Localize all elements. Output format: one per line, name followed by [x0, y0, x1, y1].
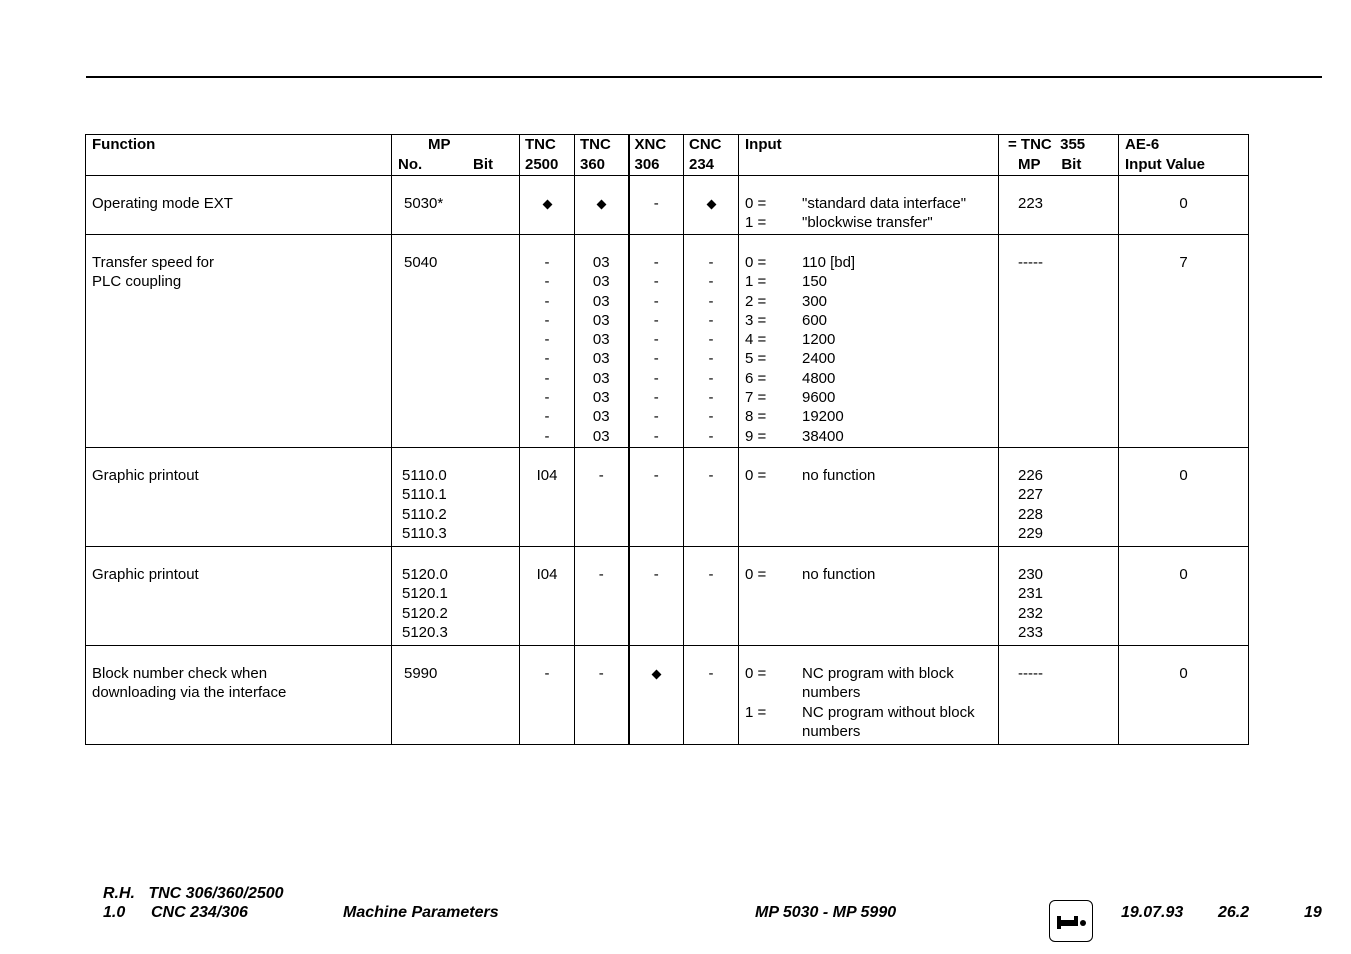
- tnc360-cell-value: -: [598, 467, 604, 484]
- tnc355-cell: [999, 448, 1119, 547]
- cnc234-cell: [684, 235, 739, 448]
- cnc234-cell-value: -: [708, 665, 714, 682]
- input-option-key: 0 =: [745, 566, 767, 583]
- tnc2500-cell-value: -: [544, 350, 550, 368]
- input-option-value: 9600: [802, 389, 836, 407]
- input-option: [745, 330, 992, 349]
- cnc234-cell-value: -: [708, 254, 714, 271]
- tnc2500-cell-value: -: [544, 311, 550, 329]
- xnc306-cell: [629, 176, 684, 235]
- input-option-value: NC program with block numbers: [802, 665, 954, 702]
- cnc234-cell-value: -: [708, 566, 714, 583]
- ae6-input-value: 0: [1179, 467, 1188, 484]
- ae6-input-value-cell: [1119, 176, 1249, 235]
- ae6-input-value: 0: [1179, 195, 1188, 212]
- tnc355-cell-value: 232: [1018, 604, 1044, 622]
- tnc355-cell-value: 233: [1018, 623, 1044, 641]
- cnc234-cell: [684, 547, 739, 646]
- input-option: [745, 272, 992, 291]
- function-cell: [86, 646, 392, 745]
- footer-version: 1.0: [103, 904, 126, 921]
- cnc234-cell-value: -: [708, 467, 714, 484]
- tnc360-cell-value: -: [598, 566, 604, 583]
- input-cell: [739, 547, 999, 646]
- xnc306-cell-value: -: [653, 331, 659, 349]
- footer-author: R.H.: [103, 885, 135, 902]
- header-tnc2500: TNC 2500: [520, 135, 575, 176]
- mp-number-cell-value: 5040: [404, 254, 438, 271]
- tnc2500-cell: [520, 235, 575, 448]
- tnc360-cell: [575, 646, 629, 745]
- input-option: [745, 466, 992, 485]
- input-option: [745, 194, 992, 213]
- xnc306-cell-value: -: [653, 389, 659, 407]
- ae6-input-value-cell: [1119, 235, 1249, 448]
- input-option-key: 5 =: [745, 350, 767, 368]
- diamond-icon: [706, 200, 716, 210]
- cnc234-cell-value: -: [708, 389, 714, 407]
- cnc234-cell-value: -: [708, 350, 714, 368]
- xnc306-cell-value: -: [653, 350, 659, 368]
- tnc360-cell-value: 03: [592, 369, 610, 387]
- tnc360-cell-value: 03: [592, 408, 610, 426]
- input-option-key: 1 =: [745, 214, 767, 232]
- tnc2500-cell-value: -: [544, 665, 550, 682]
- xnc306-cell: [629, 235, 684, 448]
- tnc2500-cell: [520, 448, 575, 547]
- tnc355-cell-value: 226: [1018, 467, 1044, 484]
- input-option-value: no function: [802, 467, 876, 484]
- tnc2500-cell-value: -: [544, 427, 550, 445]
- xnc306-cell-value: -: [653, 369, 659, 387]
- mp-number-cell: [392, 176, 520, 235]
- tnc2500-cell-value: -: [544, 369, 550, 387]
- function-cell: [86, 448, 392, 547]
- input-option-key: 9 =: [745, 427, 767, 445]
- tnc360-cell-value: 03: [592, 273, 610, 291]
- input-option-value: "blockwise transfer": [802, 214, 933, 232]
- function-cell-value: Transfer speed for: [92, 254, 214, 271]
- input-option-value: "standard data interface": [802, 195, 967, 212]
- mp-number-cell: [392, 235, 520, 448]
- input-option-key: 1 =: [745, 273, 767, 291]
- input-option-key: 0 =: [745, 254, 767, 271]
- xnc306-cell-value: -: [653, 273, 659, 291]
- xnc306-cell: [629, 448, 684, 547]
- function-cell-value: PLC coupling: [92, 273, 182, 291]
- input-option-value: 300: [802, 292, 828, 310]
- input-option-key: 1 =: [745, 703, 767, 721]
- input-option-key: 3 =: [745, 311, 767, 329]
- function-cell-value: Operating mode EXT: [92, 195, 233, 212]
- tnc355-cell: [999, 176, 1119, 235]
- tnc360-cell-value: 03: [592, 427, 610, 445]
- footer-revision: 26.2: [1218, 904, 1250, 921]
- input-option: [745, 388, 992, 407]
- diamond-marker-icon: [526, 194, 568, 213]
- tnc360-cell-value: 03: [592, 311, 610, 329]
- input-option: [745, 253, 992, 272]
- input-option: [745, 664, 992, 703]
- mp-number-cell-value: 5990: [404, 665, 438, 682]
- table-header-row: [86, 135, 1249, 176]
- tnc360-cell-value: -: [598, 665, 604, 682]
- input-option: [745, 427, 992, 446]
- xnc306-cell-value: -: [653, 566, 659, 583]
- footer-author-line: [103, 884, 284, 903]
- mp-number-cell-value: 5120.0: [402, 566, 448, 583]
- footer-section: Machine Parameters: [343, 904, 499, 921]
- tnc355-cell: [999, 235, 1119, 448]
- header-function: Function: [86, 135, 392, 176]
- input-option-key: 7 =: [745, 389, 767, 407]
- mp-number-cell-value: 5120.3: [402, 623, 448, 641]
- input-cell: [739, 235, 999, 448]
- mp-number-cell: [392, 646, 520, 745]
- mp-number-cell-value: 5110.3: [402, 524, 447, 542]
- ae6-input-value: 0: [1179, 665, 1188, 682]
- mp-number-cell-value: 5030*: [404, 195, 444, 212]
- input-option-value: 38400: [802, 427, 844, 445]
- xnc306-cell-value: -: [653, 311, 659, 329]
- input-option: [745, 349, 992, 368]
- mp-number-cell-value: 5120.2: [402, 604, 448, 622]
- tnc355-cell-value: -----: [1018, 665, 1043, 682]
- diamond-icon: [651, 670, 661, 680]
- tnc355-cell-value: 229: [1018, 524, 1044, 542]
- header-input: Input: [739, 135, 999, 176]
- header-ae6: AE-6 Input Value: [1119, 135, 1249, 176]
- cnc234-cell: [684, 176, 739, 235]
- header-tnc360: TNC 360: [575, 135, 629, 176]
- diamond-marker-icon: [636, 664, 678, 683]
- ae6-input-value-cell: [1119, 547, 1249, 646]
- cnc234-cell-value: -: [708, 427, 714, 445]
- cnc234-cell-value: -: [708, 369, 714, 387]
- tnc2500-cell: [520, 547, 575, 646]
- machine-parameter-table: [85, 134, 1249, 745]
- mp-number-cell-value: 5110.2: [402, 505, 447, 523]
- cnc234-cell-value: -: [708, 292, 714, 310]
- input-option-key: 4 =: [745, 331, 767, 349]
- footer-date: 19.07.93: [1121, 904, 1184, 921]
- tnc2500-cell-value: I04: [536, 566, 558, 583]
- input-option-key: 6 =: [745, 369, 767, 387]
- table-row: [86, 448, 1249, 547]
- function-cell: [86, 547, 392, 646]
- tnc360-cell: [575, 235, 629, 448]
- function-cell-value: Graphic printout: [92, 566, 199, 583]
- table-row: [86, 176, 1249, 235]
- cnc234-cell: [684, 448, 739, 547]
- ae6-input-value-cell: [1119, 448, 1249, 547]
- input-option: [745, 369, 992, 388]
- footer-range: MP 5030 - MP 5990: [755, 904, 897, 921]
- tnc2500-cell-value: -: [544, 254, 550, 271]
- top-rule: [86, 76, 1322, 78]
- ae6-input-value: 0: [1179, 566, 1188, 583]
- input-option-key: 0 =: [745, 665, 767, 682]
- mp-number-cell-value: 5110.0: [402, 467, 447, 484]
- table-row: [86, 235, 1249, 448]
- function-cell-value: Block number check when: [92, 665, 268, 682]
- tnc2500-cell-value: I04: [536, 467, 558, 484]
- input-option: [745, 407, 992, 426]
- input-cell: [739, 176, 999, 235]
- tnc360-cell: [575, 448, 629, 547]
- function-cell: [86, 235, 392, 448]
- tnc355-cell-value: -----: [1018, 254, 1043, 271]
- cnc234-cell-value: -: [708, 331, 714, 349]
- diamond-icon: [542, 200, 552, 210]
- mp-number-cell-value: 5110.1: [402, 486, 447, 504]
- tnc2500-cell-value: -: [544, 389, 550, 407]
- tnc360-cell: [575, 176, 629, 235]
- input-option: [745, 311, 992, 330]
- cnc234-cell-value: -: [708, 408, 714, 426]
- tnc355-cell-value: 223: [1018, 195, 1044, 212]
- xnc306-cell-value: -: [653, 427, 659, 445]
- xnc306-cell-value: -: [653, 254, 659, 271]
- input-cell: [739, 646, 999, 745]
- input-option-key: 0 =: [745, 467, 767, 484]
- tnc360-cell: [575, 547, 629, 646]
- input-cell: [739, 448, 999, 547]
- input-option: [745, 703, 992, 742]
- tnc2500-cell-value: -: [544, 408, 550, 426]
- header-xnc306: XNC 306: [629, 135, 684, 176]
- tnc2500-cell: [520, 646, 575, 745]
- xnc306-cell-value: -: [653, 408, 659, 426]
- input-option: [745, 565, 992, 584]
- input-option-value: no function: [802, 566, 876, 583]
- tnc2500-cell-value: -: [544, 273, 550, 291]
- tnc2500-cell-value: -: [544, 331, 550, 349]
- cnc234-cell-value: -: [708, 311, 714, 329]
- input-option-value: 2400: [802, 350, 836, 368]
- ae6-input-value: 7: [1179, 254, 1188, 271]
- input-option-value: 4800: [802, 369, 836, 387]
- diamond-marker-icon: [581, 194, 622, 213]
- tnc360-cell-value: 03: [592, 350, 610, 368]
- input-option-value: 150: [802, 273, 828, 291]
- tnc2500-cell-value: -: [544, 292, 550, 310]
- input-option-value: NC program without block numbers: [802, 703, 975, 740]
- cnc234-cell-value: -: [708, 273, 714, 291]
- xnc306-cell: [629, 547, 684, 646]
- xnc306-cell-value: -: [653, 195, 659, 212]
- tnc355-cell: [999, 547, 1119, 646]
- tnc355-cell-value: 227: [1018, 486, 1044, 504]
- input-option-key: 0 =: [745, 195, 767, 212]
- function-cell: [86, 176, 392, 235]
- xnc306-cell-value: -: [653, 467, 659, 484]
- table-row: [86, 646, 1249, 745]
- input-option: [745, 292, 992, 311]
- mp-number-cell: [392, 547, 520, 646]
- tnc360-cell-value: 03: [592, 292, 610, 310]
- input-option-value: 600: [802, 311, 828, 329]
- footer-page-number: 19: [1304, 904, 1322, 921]
- input-option-key: 8 =: [745, 408, 767, 426]
- xnc306-cell: [629, 646, 684, 745]
- ae6-input-value-cell: [1119, 646, 1249, 745]
- mp-number-cell: [392, 448, 520, 547]
- tnc360-cell-value: 03: [592, 254, 610, 271]
- tnc355-cell-value: 230: [1018, 566, 1044, 583]
- input-option-value: 1200: [802, 331, 836, 349]
- tnc360-cell-value: 03: [592, 331, 610, 349]
- footer-models-1: TNC 306/360/2500: [148, 885, 284, 902]
- table-row: [86, 547, 1249, 646]
- tnc355-cell: [999, 646, 1119, 745]
- function-cell-value: Graphic printout: [92, 467, 199, 484]
- cnc234-cell: [684, 646, 739, 745]
- input-option: [745, 213, 992, 232]
- mp-number-cell-value: 5120.1: [402, 585, 448, 603]
- heidenhain-logo-icon: [1049, 900, 1093, 942]
- tnc355-cell-value: 228: [1018, 505, 1044, 523]
- footer-models-2: CNC 234/306: [151, 904, 248, 921]
- diamond-marker-icon: [690, 194, 732, 213]
- input-option-value: 19200: [802, 408, 844, 426]
- diamond-icon: [596, 200, 606, 210]
- xnc306-cell-value: -: [653, 292, 659, 310]
- function-cell-value: downloading via the interface: [92, 684, 287, 702]
- header-mp: MP No. Bit: [392, 135, 520, 176]
- tnc2500-cell: [520, 176, 575, 235]
- header-cnc234: CNC 234: [684, 135, 739, 176]
- input-option-value: 110 [bd]: [802, 254, 856, 271]
- input-option-key: 2 =: [745, 292, 767, 310]
- tnc355-cell-value: 231: [1018, 585, 1044, 603]
- tnc360-cell-value: 03: [592, 389, 610, 407]
- header-tnc355: = TNC 355 MP Bit: [999, 135, 1119, 176]
